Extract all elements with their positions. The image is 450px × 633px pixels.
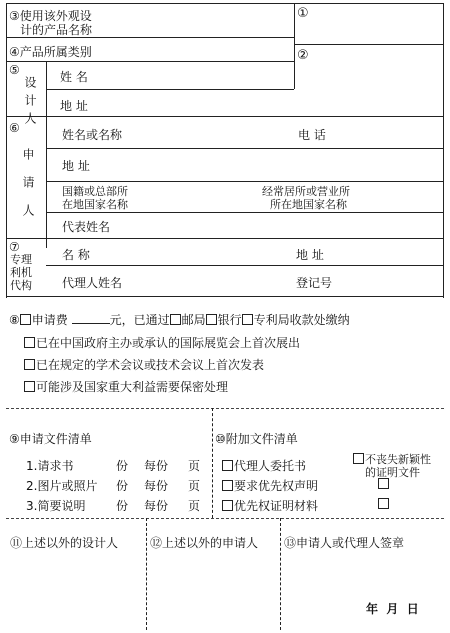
secrecy-checkbox[interactable]	[24, 381, 35, 392]
attachment-item[interactable]: 代理人委托书	[222, 456, 318, 476]
signature-date: 年 月 日	[366, 602, 419, 616]
other-designers-label: ⑪上述以外的设计人	[10, 536, 119, 550]
applicant-side-label: 申请人	[21, 148, 35, 232]
document-item: 2.图片或照片 份 每份 页	[26, 479, 201, 493]
agent-registration-label: 登记号	[296, 276, 333, 290]
fee-row: ⑧ 申请费 元，已通过 邮局 银行 专利局收款处缴纳	[9, 313, 350, 327]
attachment-item[interactable]: 优先权证明材料	[222, 496, 318, 516]
applicant-marker: ⑥	[9, 121, 20, 135]
publication-checkbox[interactable]	[24, 359, 35, 370]
designer-address-label: 地 址	[60, 99, 88, 113]
extra-checkbox-1[interactable]	[378, 478, 389, 489]
agency-marker: ⑦	[9, 240, 20, 254]
designer-side-label: 设计人	[23, 76, 37, 130]
attachment-item[interactable]: 要求优先权声明	[222, 476, 318, 496]
product-category-label: ④产品所属类别	[9, 45, 92, 59]
exhibition-option[interactable]: 已在中国政府主办或承认的国际展览会上首次展出	[24, 334, 300, 351]
document-list-title: ⑨申请文件清单	[9, 432, 92, 446]
applicant-name-label: 姓名或名称	[62, 128, 123, 142]
applicant-residence-label-2: 所在地国家名称	[270, 198, 347, 211]
attachment-list	[222, 456, 318, 516]
extra-checkbox-2[interactable]	[378, 498, 389, 509]
bank-checkbox[interactable]	[206, 314, 217, 325]
post-office-checkbox[interactable]	[170, 314, 181, 325]
product-name-label-line2: 计的产品名称	[20, 23, 93, 37]
document-item: 1.请求书 份 每份 页	[26, 459, 201, 473]
applicant-phone-label: 电 话	[298, 128, 326, 142]
designer-marker: ⑤	[9, 63, 20, 77]
exhibition-checkbox[interactable]	[24, 337, 35, 348]
applicant-nationality-label-2: 在地国家名称	[62, 198, 128, 211]
agency-address-label: 地 址	[296, 248, 324, 262]
publication-option[interactable]: 已在规定的学术会议或技术会议上首次发表	[24, 356, 264, 373]
fee-checkbox[interactable]	[20, 314, 31, 325]
applicant-address-label: 地 址	[62, 159, 90, 173]
field-2-marker: ②	[297, 48, 309, 63]
other-applicants-label: ⑫上述以外的申请人	[150, 536, 259, 550]
agency-name-label: 名 称	[62, 248, 90, 262]
novelty-proof-option[interactable]: 不丧失新颖性 的证明文件	[353, 453, 431, 479]
attachment-checkbox[interactable]	[222, 500, 233, 511]
applicant-residence-label-1: 经常居所或营业所	[262, 185, 350, 198]
attachment-checkbox[interactable]	[222, 460, 233, 471]
attachment-checkbox[interactable]	[222, 480, 233, 491]
agency-side-label: 专理 利机 代构	[10, 253, 32, 292]
applicant-representative-label: 代表姓名	[62, 220, 111, 234]
document-item: 3.简要说明 份 每份 页	[26, 499, 201, 513]
product-name-label-line1: ③使用该外观设	[9, 9, 92, 23]
document-list	[26, 456, 200, 516]
field-1-marker: ①	[297, 6, 309, 21]
agent-name-label: 代理人姓名	[62, 276, 123, 290]
novelty-proof-checkbox[interactable]	[353, 453, 364, 464]
patent-office-checkbox[interactable]	[242, 314, 253, 325]
applicant-nationality-label-1: 国籍或总部所	[62, 185, 128, 198]
secrecy-option[interactable]: 可能涉及国家重大利益需要保密处理	[24, 378, 228, 395]
designer-name-label: 姓 名	[60, 70, 88, 84]
attachment-list-title: ⑩附加文件清单	[215, 432, 298, 446]
signature-label: ⑬申请人或代理人签章	[284, 536, 405, 550]
